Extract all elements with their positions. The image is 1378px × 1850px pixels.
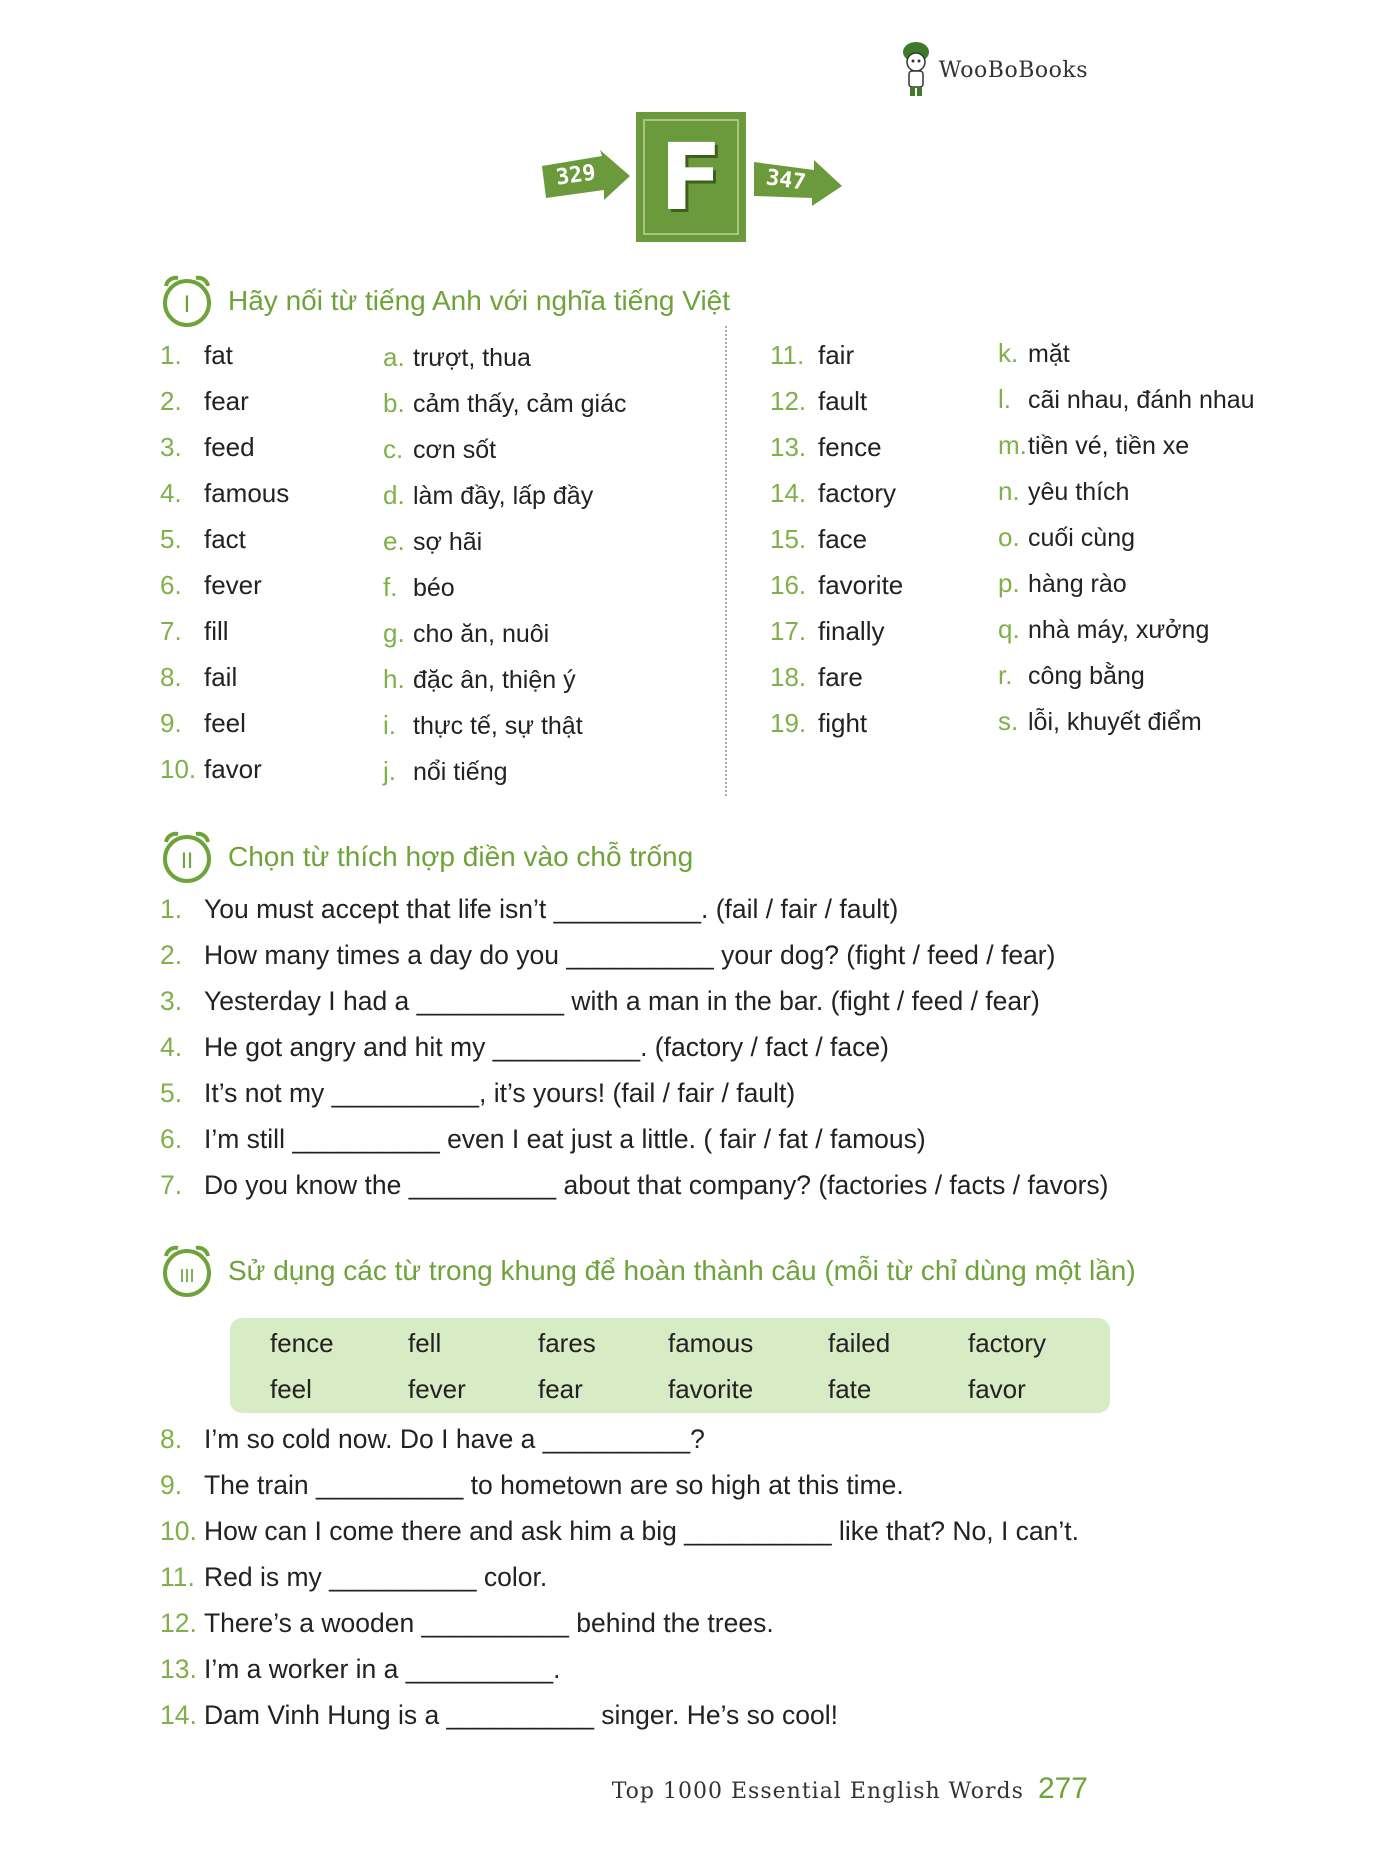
sentence-text: The train __________ to hometown are so high at this time. <box>204 1470 904 1500</box>
item-number: 19. <box>770 708 807 738</box>
list-item <box>383 756 508 787</box>
item-number: 2. <box>160 940 183 970</box>
english-word: fair <box>818 340 855 370</box>
section-roman: II <box>180 848 194 873</box>
item-number: 4. <box>160 1032 183 1062</box>
item-number: 12. <box>770 386 807 416</box>
item-letter: p. <box>998 568 1020 598</box>
vietnamese-meaning: lỗi, khuyết điểm <box>1028 708 1202 736</box>
item-letter: k. <box>998 338 1019 368</box>
list-item <box>160 386 249 417</box>
vietnamese-meaning: tiền vé, tiền xe <box>1028 432 1190 460</box>
english-word: fight <box>818 708 868 738</box>
list-item <box>998 476 1129 507</box>
section-3-title: Sử dụng các từ trong khung để hoàn thành câu (mỗi từ chỉ dùng một lần) <box>228 1255 1136 1286</box>
list-item <box>160 524 246 555</box>
item-number: 11. <box>160 1562 195 1592</box>
vietnamese-meaning: trượt, thua <box>413 344 531 372</box>
box-word: feel <box>270 1374 312 1404</box>
item-number: 3. <box>160 432 182 462</box>
list-item <box>998 430 1189 461</box>
item-number: 10. <box>160 1516 197 1546</box>
item-number: 16. <box>770 570 807 600</box>
exercise-sentence <box>160 1032 889 1063</box>
item-number: 8. <box>160 1424 183 1454</box>
vietnamese-meaning: thực tế, sự thật <box>413 712 583 740</box>
left-arrow <box>540 150 640 210</box>
list-item <box>160 478 289 509</box>
vietnamese-meaning: cơn sốt <box>413 436 497 464</box>
letter-badge <box>636 112 746 242</box>
vietnamese-meaning: béo <box>413 574 455 602</box>
right-arrow <box>752 156 852 216</box>
english-word: factory <box>818 478 897 508</box>
exercise-sentence <box>160 940 1055 971</box>
english-word: favorite <box>818 570 904 600</box>
list-item <box>160 570 262 601</box>
sentence-text: How many times a day do you __________ your dog? (fight / feed / fear) <box>204 940 1056 970</box>
list-item <box>998 384 1255 415</box>
item-letter: q. <box>998 614 1020 644</box>
list-item <box>383 342 531 373</box>
sentence-text: There’s a wooden __________ behind the trees. <box>204 1608 774 1638</box>
item-number: 2. <box>160 386 182 416</box>
english-word: fear <box>204 386 249 416</box>
item-letter: h. <box>383 664 405 694</box>
vietnamese-meaning: đặc ân, thiện ý <box>413 666 576 694</box>
exercise-sentence <box>160 1654 561 1685</box>
item-number: 6. <box>160 570 182 600</box>
prev-page-number: 329 <box>554 160 598 191</box>
item-number: 1. <box>160 894 183 924</box>
item-number: 18. <box>770 662 807 692</box>
vietnamese-meaning: cho ăn, nuôi <box>413 620 550 648</box>
exercise-sentence <box>160 1124 926 1155</box>
exercise-sentence <box>160 894 898 925</box>
box-word: famous <box>668 1328 754 1358</box>
vietnamese-meaning: cãi nhau, đánh nhau <box>1028 386 1255 414</box>
item-number: 14. <box>160 1700 197 1730</box>
page-number: 277 <box>1037 1772 1088 1805</box>
column-divider <box>725 326 727 796</box>
item-number: 13. <box>770 432 807 462</box>
english-word: fact <box>204 524 246 554</box>
sentence-text: Dam Vinh Hung is a __________ singer. He’s so cool! <box>204 1700 838 1730</box>
exercise-sentence <box>160 1078 795 1109</box>
exercise-sentence <box>160 1562 547 1593</box>
list-item <box>383 618 549 649</box>
english-word: fever <box>204 570 262 600</box>
vietnamese-meaning: sợ hãi <box>413 528 483 556</box>
english-word: fare <box>818 662 863 692</box>
sentence-text: I’m still __________ even I eat just a little. ( fair / fat / famous) <box>204 1124 926 1154</box>
item-number: 5. <box>160 1078 183 1108</box>
list-item <box>998 614 1209 645</box>
item-number: 4. <box>160 478 182 508</box>
item-letter: l. <box>998 384 1011 414</box>
item-letter: g. <box>383 618 405 648</box>
section-1-title: Hãy nối từ tiếng Anh với nghĩa tiếng Việt <box>228 285 731 316</box>
vietnamese-meaning: yêu thích <box>1028 478 1130 506</box>
item-letter: c. <box>383 434 404 464</box>
item-number: 7. <box>160 1170 183 1200</box>
item-letter: j. <box>383 756 396 786</box>
item-number: 1. <box>160 340 182 370</box>
box-word: fares <box>538 1328 596 1358</box>
sentence-text: It’s not my __________, it’s yours! (fail / fair / fault) <box>204 1078 796 1108</box>
item-letter: b. <box>383 388 405 418</box>
item-number: 8. <box>160 662 182 692</box>
english-word: fail <box>204 662 238 692</box>
list-item <box>160 616 229 647</box>
english-word: face <box>818 524 868 554</box>
alarm-clock-icon <box>158 1242 216 1300</box>
sentence-text: How can I come there and ask him a big __________ like that? No, I can’t. <box>204 1516 1080 1546</box>
exercise-sentence <box>160 1470 904 1501</box>
list-item <box>998 522 1135 553</box>
sentence-text: He got angry and hit my __________. (factory / fact / face) <box>204 1032 889 1062</box>
list-item <box>383 480 593 511</box>
item-letter: f. <box>383 572 398 602</box>
list-item <box>998 338 1070 369</box>
box-word: failed <box>828 1328 891 1358</box>
list-item <box>770 616 884 647</box>
sentence-text: I’m a worker in a __________. <box>204 1654 561 1684</box>
box-word: favor <box>968 1374 1026 1404</box>
box-word: fence <box>270 1328 334 1358</box>
sentence-text: I’m so cold now. Do I have a __________? <box>204 1424 705 1454</box>
item-number: 13. <box>160 1654 197 1684</box>
brand-logo <box>899 40 1088 100</box>
list-item <box>160 754 262 785</box>
list-item <box>770 386 867 417</box>
item-number: 3. <box>160 986 183 1016</box>
section-roman: III <box>179 1266 195 1286</box>
item-letter: s. <box>998 706 1019 736</box>
exercise-sentence <box>160 1700 838 1731</box>
list-item <box>383 710 583 741</box>
english-word: feed <box>204 432 255 462</box>
section-2-header <box>158 828 693 886</box>
sentence-text: Yesterday I had a __________ with a man in the bar. (fight / feed / fear) <box>204 986 1040 1016</box>
vietnamese-meaning: hàng rào <box>1028 570 1127 598</box>
vietnamese-meaning: công bằng <box>1028 662 1145 690</box>
list-item <box>998 706 1202 737</box>
vietnamese-meaning: cuối cùng <box>1028 524 1136 552</box>
list-item <box>770 340 854 371</box>
box-word: fell <box>408 1328 442 1358</box>
english-word: fence <box>818 432 882 462</box>
list-item <box>383 388 627 419</box>
item-letter: r. <box>998 660 1013 690</box>
list-item <box>160 340 233 371</box>
alarm-clock-icon <box>158 828 216 886</box>
list-item <box>383 434 496 465</box>
sentence-text: Red is my __________ color. <box>204 1562 548 1592</box>
english-word: fault <box>818 386 868 416</box>
list-item <box>770 432 882 463</box>
item-number: 5. <box>160 524 182 554</box>
list-item <box>998 660 1145 691</box>
item-letter: n. <box>998 476 1020 506</box>
sentence-text: You must accept that life isn’t __________. (fail / fair / fault) <box>204 894 899 924</box>
list-item <box>383 572 455 603</box>
exercise-sentence <box>160 1608 774 1639</box>
exercise-sentence <box>160 1424 705 1455</box>
list-item <box>383 526 482 557</box>
vietnamese-meaning: làm đầy, lấp đầy <box>413 482 594 510</box>
word-box <box>230 1318 1110 1413</box>
book-title: Top 1000 Essential English Words <box>611 1779 1024 1804</box>
item-letter: o. <box>998 522 1020 552</box>
box-word: favorite <box>668 1374 754 1404</box>
english-word: fill <box>204 616 229 646</box>
vietnamese-meaning: nhà máy, xưởng <box>1028 616 1210 644</box>
item-number: 15. <box>770 524 807 554</box>
box-word: fate <box>828 1374 872 1404</box>
list-item <box>160 662 237 693</box>
section-letter: F <box>643 119 739 235</box>
english-word: favor <box>204 754 262 784</box>
box-word: factory <box>968 1328 1047 1358</box>
section-1-header <box>158 272 730 330</box>
item-number: 9. <box>160 708 182 738</box>
list-item <box>770 662 863 693</box>
english-word: famous <box>204 478 290 508</box>
item-letter: e. <box>383 526 405 556</box>
list-item <box>770 478 896 509</box>
item-number: 10. <box>160 754 197 784</box>
exercise-sentence <box>160 1170 1108 1201</box>
box-word: fever <box>408 1374 466 1404</box>
list-item <box>770 524 867 555</box>
list-item <box>160 432 255 463</box>
english-word: finally <box>818 616 885 646</box>
item-number: 17. <box>770 616 807 646</box>
box-word: fear <box>538 1374 583 1404</box>
sentence-text: Do you know the __________ about that company? (factories / facts / favors) <box>204 1170 1109 1200</box>
english-word: feel <box>204 708 246 738</box>
item-number: 9. <box>160 1470 183 1500</box>
list-item <box>770 708 867 739</box>
brand-name: WooBoBooks <box>938 57 1088 83</box>
item-number: 14. <box>770 478 807 508</box>
page-footer <box>612 1772 1088 1806</box>
next-page-number: 347 <box>764 165 808 196</box>
section-2-title: Chọn từ thích hợp điền vào chỗ trống <box>228 841 694 872</box>
exercise-sentence <box>160 1516 1079 1547</box>
item-number: 12. <box>160 1608 197 1638</box>
exercise-sentence <box>160 986 1040 1017</box>
mascot-icon <box>899 40 933 100</box>
item-letter: a. <box>383 342 405 372</box>
item-number: 7. <box>160 616 182 646</box>
list-item <box>383 664 576 695</box>
english-word: fat <box>204 340 233 370</box>
list-item <box>998 568 1127 599</box>
section-roman: I <box>183 291 191 318</box>
list-item <box>770 570 903 601</box>
alarm-clock-icon <box>158 272 216 330</box>
vietnamese-meaning: mặt <box>1028 340 1070 368</box>
item-number: 6. <box>160 1124 183 1154</box>
list-item <box>160 708 246 739</box>
item-letter: i. <box>383 710 396 740</box>
vietnamese-meaning: cảm thấy, cảm giác <box>413 390 627 418</box>
item-letter: d. <box>383 480 405 510</box>
item-number: 11. <box>770 340 805 370</box>
vietnamese-meaning: nổi tiếng <box>413 758 508 786</box>
item-letter: m. <box>998 430 1027 460</box>
section-3-header <box>158 1242 1136 1300</box>
